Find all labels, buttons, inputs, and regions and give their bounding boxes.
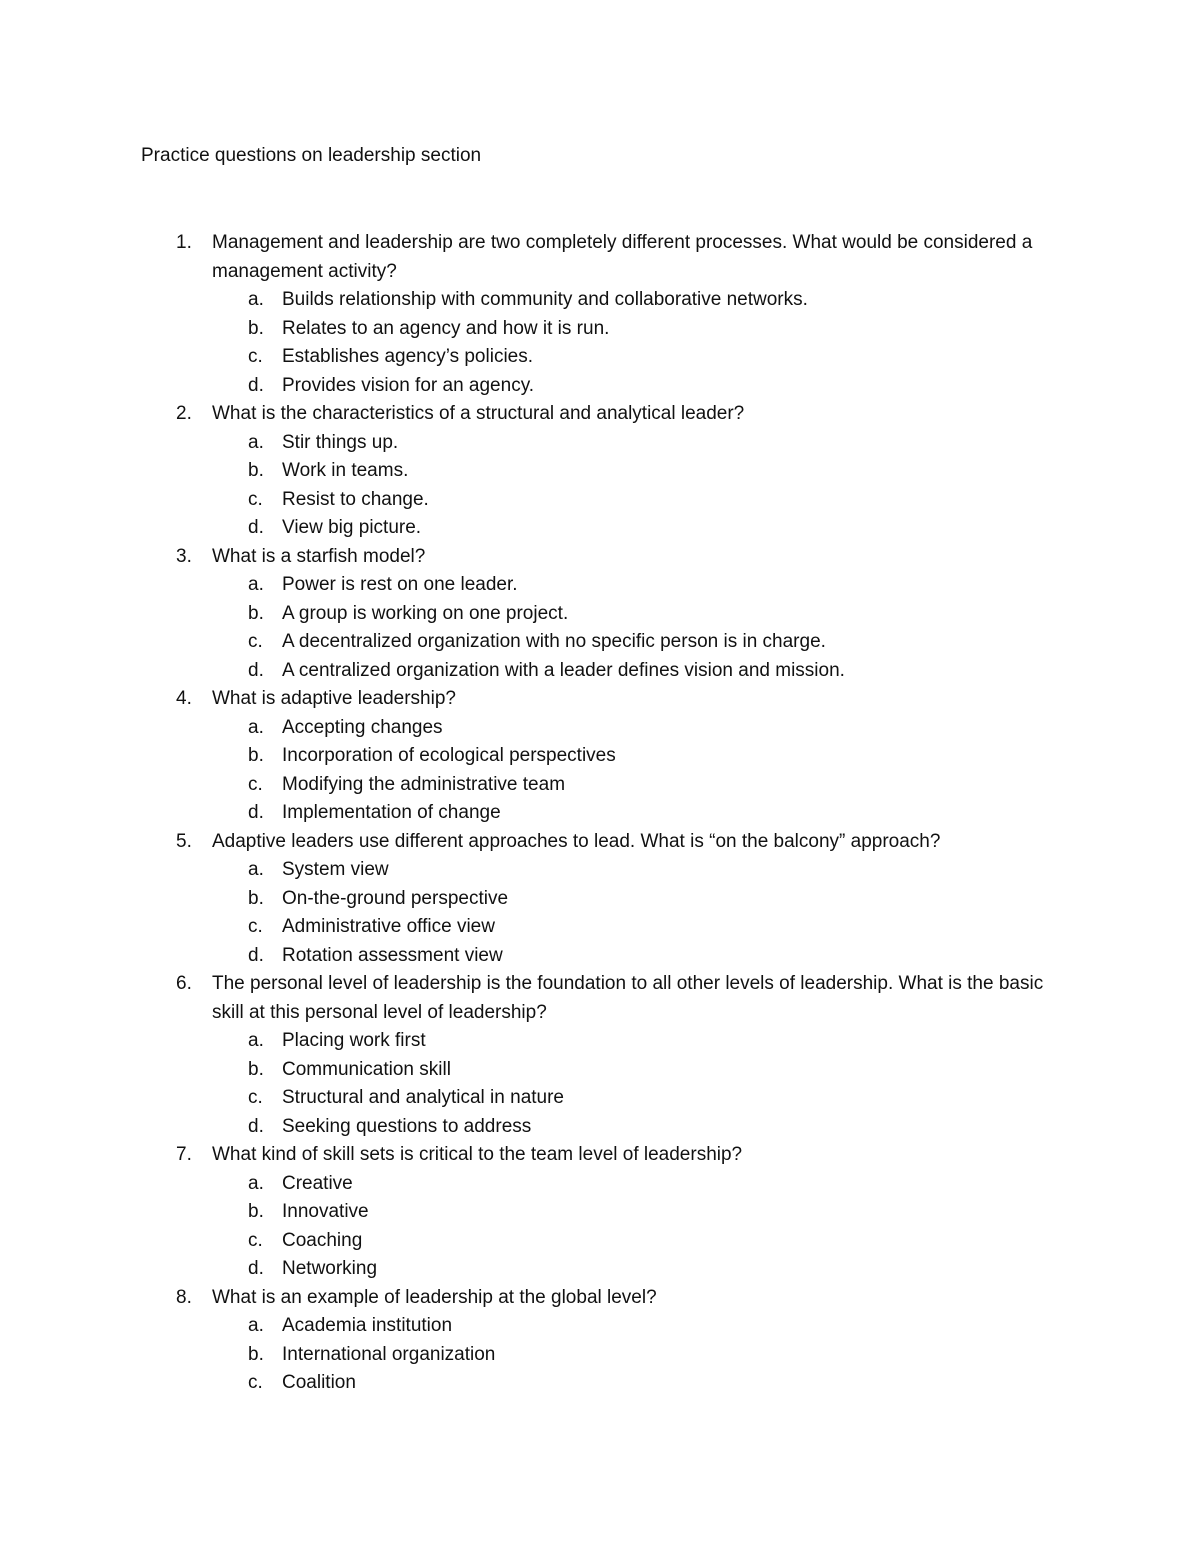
answer-options	[0, 1312, 1200, 1398]
answer-option-a	[0, 429, 1200, 458]
option-text: A decentralized organization with no specific person is in charge.	[282, 631, 826, 652]
question-7	[0, 1141, 1200, 1284]
answer-option-b	[0, 1056, 1200, 1085]
option-letter: b.	[248, 1058, 264, 1080]
answer-option-d	[0, 372, 1200, 401]
option-text: A centralized organization with a leader defines vision and mission.	[282, 659, 845, 681]
answer-option-a	[0, 856, 1200, 885]
question-prompt	[0, 229, 1200, 286]
question-text: What is an example of leadership at the global level?	[212, 1286, 657, 1308]
answer-options	[0, 1027, 1200, 1141]
option-text: Coalition	[282, 1372, 356, 1393]
option-text: Creative	[282, 1172, 353, 1194]
question-text: Adaptive leaders use different approaches to lead. What is “on the balcony” approach?	[212, 830, 941, 852]
question-6	[0, 970, 1200, 1141]
question-prompt	[0, 685, 1200, 714]
document-title: Practice questions on leadership section	[141, 145, 482, 166]
question-4	[0, 685, 1200, 828]
option-letter: a.	[248, 289, 264, 310]
option-letter: d.	[248, 659, 264, 681]
option-text: Modifying the administrative team	[282, 773, 566, 795]
answer-option-c	[0, 1227, 1200, 1256]
option-text: Seeking questions to address	[282, 1115, 532, 1137]
option-text: Power is rest on one leader.	[282, 574, 518, 595]
question-number: 5.	[176, 830, 192, 852]
answer-option-d	[0, 799, 1200, 828]
answer-options	[0, 714, 1200, 828]
option-text: On-the-ground perspective	[282, 887, 509, 909]
answer-option-a	[0, 286, 1200, 315]
answer-option-d	[0, 1113, 1200, 1142]
option-letter: c.	[248, 773, 263, 795]
option-text: Provides vision for an agency.	[282, 374, 535, 396]
option-letter: a.	[248, 859, 264, 880]
answer-options	[0, 1170, 1200, 1284]
option-letter: b.	[248, 745, 264, 766]
option-letter: c.	[248, 488, 263, 510]
answer-option-b	[0, 457, 1200, 486]
question-prompt	[0, 970, 1200, 1027]
answer-option-a	[0, 1170, 1200, 1199]
option-letter: a.	[248, 1030, 264, 1051]
question-8	[0, 1284, 1200, 1398]
question-number: 7.	[176, 1144, 192, 1165]
option-letter: a.	[248, 1315, 264, 1336]
option-letter: c.	[248, 1372, 263, 1393]
option-letter: a.	[248, 431, 264, 453]
option-letter: b.	[248, 1201, 264, 1222]
answer-option-c	[0, 628, 1200, 657]
option-text: Networking	[282, 1258, 378, 1279]
question-prompt	[0, 543, 1200, 572]
option-letter: a.	[248, 716, 264, 738]
question-text: The personal level of leadership is the foundation to all other levels of leadership. What is the basic skill at this personal level of leadership?	[212, 973, 1044, 1023]
option-letter: b.	[248, 1343, 264, 1365]
option-text: Structural and analytical in nature	[282, 1087, 564, 1108]
question-text: Management and leadership are two completely different processes. What would be considered a management activity?	[212, 232, 1033, 282]
answer-option-b	[0, 315, 1200, 344]
option-letter: c.	[248, 1087, 263, 1108]
answer-option-b	[0, 885, 1200, 914]
answer-option-d	[0, 1255, 1200, 1284]
option-text: Implementation of change	[282, 802, 501, 823]
option-text: System view	[282, 859, 389, 880]
option-letter: c.	[248, 1229, 263, 1251]
question-prompt	[0, 400, 1200, 429]
answer-option-c	[0, 913, 1200, 942]
option-text: Builds relationship with community and collaborative networks.	[282, 289, 808, 310]
option-letter: d.	[248, 374, 264, 396]
answer-option-c	[0, 343, 1200, 372]
answer-option-b	[0, 742, 1200, 771]
answer-option-c	[0, 1369, 1200, 1398]
option-text: Work in teams.	[282, 460, 409, 481]
answer-option-c	[0, 486, 1200, 515]
option-letter: a.	[248, 1172, 264, 1194]
option-letter: d.	[248, 944, 264, 966]
option-text: International organization	[282, 1343, 496, 1365]
option-letter: d.	[248, 517, 264, 538]
option-letter: b.	[248, 887, 264, 909]
option-letter: b.	[248, 460, 264, 481]
option-text: Placing work first	[282, 1030, 426, 1051]
option-letter: d.	[248, 1115, 264, 1137]
question-number: 6.	[176, 973, 192, 994]
question-text: What kind of skill sets is critical to the team level of leadership?	[212, 1144, 743, 1165]
option-letter: d.	[248, 1258, 264, 1279]
answer-option-d	[0, 657, 1200, 686]
option-letter: d.	[248, 802, 264, 823]
answer-option-a	[0, 1027, 1200, 1056]
option-text: Innovative	[282, 1201, 369, 1222]
question-text: What is the characteristics of a structural and analytical leader?	[212, 403, 745, 424]
option-text: Stir things up.	[282, 431, 399, 453]
question-text: What is a starfish model?	[212, 545, 426, 567]
option-text: Coaching	[282, 1229, 363, 1251]
answer-option-c	[0, 1084, 1200, 1113]
question-prompt	[0, 1141, 1200, 1170]
answer-options	[0, 286, 1200, 400]
answer-option-a	[0, 1312, 1200, 1341]
option-letter: c.	[248, 346, 263, 367]
question-text: What is adaptive leadership?	[212, 688, 456, 709]
answer-option-a	[0, 571, 1200, 600]
answer-option-b	[0, 1341, 1200, 1370]
option-letter: a.	[248, 574, 264, 595]
option-letter: b.	[248, 317, 264, 339]
question-number: 3.	[176, 545, 192, 567]
option-letter: b.	[248, 602, 264, 624]
question-prompt	[0, 1284, 1200, 1313]
option-text: Incorporation of ecological perspectives	[282, 745, 616, 766]
option-text: Academia institution	[282, 1315, 453, 1336]
question-number: 1.	[176, 232, 192, 253]
question-list	[0, 229, 1200, 1398]
option-text: Rotation assessment view	[282, 944, 503, 966]
option-text: Administrative office view	[282, 916, 495, 937]
question-2	[0, 400, 1200, 543]
option-text: Relates to an agency and how it is run.	[282, 317, 610, 339]
option-letter: c.	[248, 916, 263, 937]
answer-options	[0, 571, 1200, 685]
answer-options	[0, 429, 1200, 543]
answer-option-c	[0, 771, 1200, 800]
question-prompt	[0, 828, 1200, 857]
option-text: A group is working on one project.	[282, 602, 569, 624]
answer-option-d	[0, 942, 1200, 971]
option-text: Communication skill	[282, 1058, 451, 1080]
answer-option-b	[0, 600, 1200, 629]
answer-option-a	[0, 714, 1200, 743]
option-text: Establishes agency’s policies.	[282, 346, 534, 367]
answer-option-d	[0, 514, 1200, 543]
option-text: Accepting changes	[282, 716, 443, 738]
question-1	[0, 229, 1200, 400]
question-5	[0, 828, 1200, 971]
option-text: View big picture.	[282, 517, 422, 538]
question-number: 4.	[176, 688, 192, 709]
option-letter: c.	[248, 631, 263, 652]
option-text: Resist to change.	[282, 488, 429, 510]
question-number: 8.	[176, 1286, 192, 1308]
answer-option-b	[0, 1198, 1200, 1227]
question-number: 2.	[176, 403, 192, 424]
answer-options	[0, 856, 1200, 970]
question-3	[0, 543, 1200, 686]
